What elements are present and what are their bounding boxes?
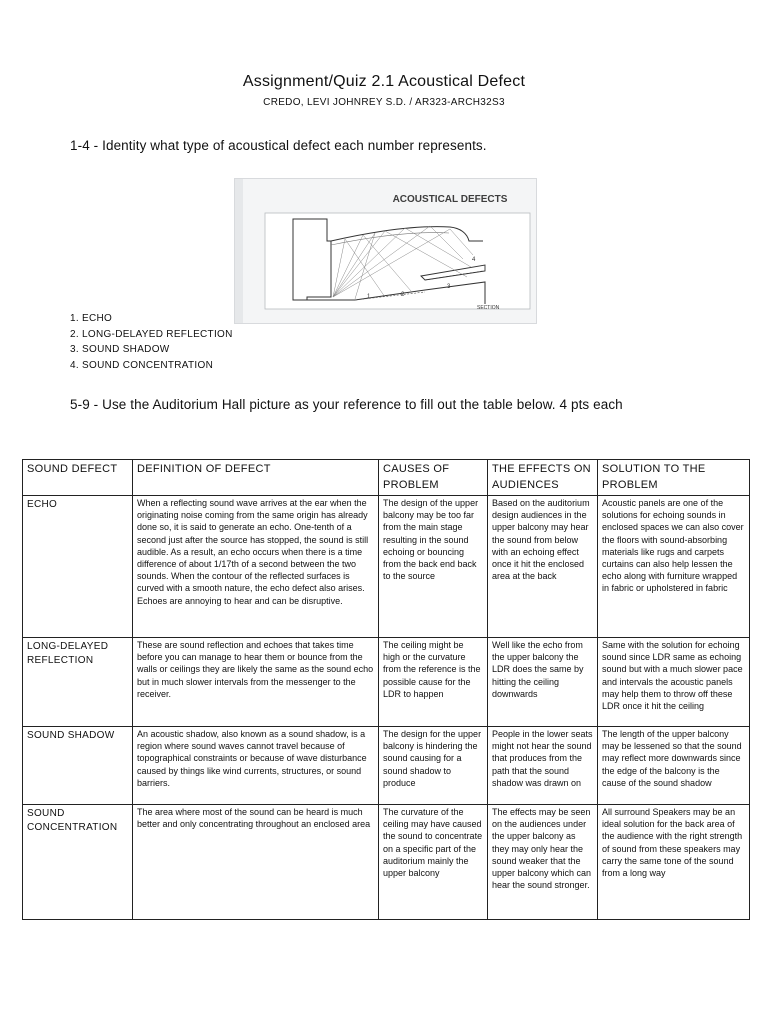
header-effects: THE EFFECTS ON AUDIENCES	[488, 460, 598, 496]
author-line: CREDO, LEVI JOHNREY S.D. / AR323-ARCH32S3	[263, 97, 505, 108]
row-solution: Acoustic panels are one of the solutions for echoing sounds in enclosed spaces we can also cover the floors with sound-absorbing materials like rugs and carpets curtains can also help lessen the echo along with furniture wrapped in fabric or upholstered in fabric	[598, 496, 750, 638]
table-header-row	[23, 460, 750, 496]
row-cause: The design for the upper balcony is hindering the sound causing for a sound shadow to produce	[379, 727, 488, 805]
row-definition: The area where most of the sound can be heard is much better and only concentrating throughout an enclosed area	[133, 805, 379, 920]
acoustical-defects-table	[22, 459, 750, 920]
document-title: Assignment/Quiz 2.1 Acoustical Defect	[242, 73, 526, 90]
answer-2: 2. LONG-DELAYED REFLECTION	[70, 328, 233, 340]
header-causes: CAUSES OF PROBLEM	[379, 460, 488, 496]
answer-4: 4. SOUND CONCENTRATION	[70, 359, 214, 371]
row-effect: Well like the echo from the upper balcony the LDR does the same by hitting the ceiling downwards	[488, 638, 598, 727]
row-cause: The curvature of the ceiling may have caused the sound to concentrate on a specific part of the auditorium mainly the upper balcony	[379, 805, 488, 920]
figure-label-1: 1	[367, 294, 371, 300]
row-defect-name: SOUND SHADOW	[23, 727, 133, 805]
figure-label-3: 3	[447, 284, 451, 290]
header-solution: SOLUTION TO THE PROBLEM	[598, 460, 750, 496]
row-definition: An acoustic shadow, also known as a sound shadow, is a region where sound waves cannot travel because of topographical constraints or because of wave disturbance caused by things like wind currents, structures, or sound barriers.	[133, 727, 379, 805]
row-defect-name: SOUND CONCENTRATION	[23, 805, 133, 920]
row-defect-name: ECHO	[23, 496, 133, 638]
row-cause: The ceiling might be high or the curvature from the reference is the possible cause for the LDR to happen	[379, 638, 488, 727]
table-row	[23, 496, 750, 638]
row-effect: Based on the auditorium design audiences in the upper balcony may hear the sound from below with an echoing effect once it hit the enclosed area at the back	[488, 496, 598, 638]
row-solution: All surround Speakers may be an ideal solution for the back area of the audience with the right strength of sound from these speakers may carry the same tone of the sound from a long way	[598, 805, 750, 920]
row-definition: When a reflecting sound wave arrives at the ear when the originating noise coming from the same origin has already done so, it is said to generate an echo. One-tenth of a second just after the source has stopped, the sound is still audible. As a result, an echo occurs when there is a time difference of about 1/17th of a second between the two sounds. When the contour of the reflected surfaces is curved with a smooth nature, the echo defect also arises. Echoes are annoying to hear and can be disruptive.	[133, 496, 379, 638]
question-2-prompt: 5-9 - Use the Auditorium Hall picture as your reference to fill out the table below. 4 pts each	[70, 397, 623, 412]
row-effect: The effects may be seen on the audiences under the upper balcony as they may only hear the sound weaker that the upper balcony which can hear the sound stronger.	[488, 805, 598, 920]
row-cause: The design of the upper balcony may be too far from the main stage resulting in the sound echoing or bouncing from the back end back to the source	[379, 496, 488, 638]
figure-label-4: 4	[472, 257, 476, 263]
table-row	[23, 727, 750, 805]
table-row	[23, 805, 750, 920]
row-effect: People in the lower seats might not hear the sound that produces from the path that the sound shadow was drawn on	[488, 727, 598, 805]
figure-title: ACOUSTICAL DEFECTS	[392, 194, 508, 205]
answer-3: 3. SOUND SHADOW	[70, 344, 170, 355]
question-1-prompt: 1-4 - Identity what type of acoustical defect each number represents.	[70, 138, 487, 153]
answer-list	[70, 311, 233, 373]
table-row	[23, 638, 750, 727]
row-defect-name: LONG-DELAYED REFLECTION	[23, 638, 133, 727]
figure-caption: SECTION	[477, 305, 500, 311]
row-definition: These are sound reflection and echoes that takes time before you can manage to hear them or bounce from the walls or ceilings they are likely the same as the sound echo but in much slower intervals from the messenger to the receiver.	[133, 638, 379, 727]
header-sound-defect: SOUND DEFECT	[23, 460, 133, 496]
row-solution: The length of the upper balcony may be lessened so that the sound may reflect more downwards since the edge of the balcony is the cause of the sound shadow	[598, 727, 750, 805]
row-solution: Same with the solution for echoing sound since LDR same as echoing sound but with a much slower pace and intervals the acoustic panels may help them to throw off these LDR once it hit the ceiling	[598, 638, 750, 727]
answer-1: 1. ECHO	[70, 313, 113, 324]
header-definition: DEFINITION OF DEFECT	[133, 460, 379, 496]
figure-label-2: 2	[401, 292, 405, 298]
acoustical-defects-figure	[234, 178, 537, 324]
